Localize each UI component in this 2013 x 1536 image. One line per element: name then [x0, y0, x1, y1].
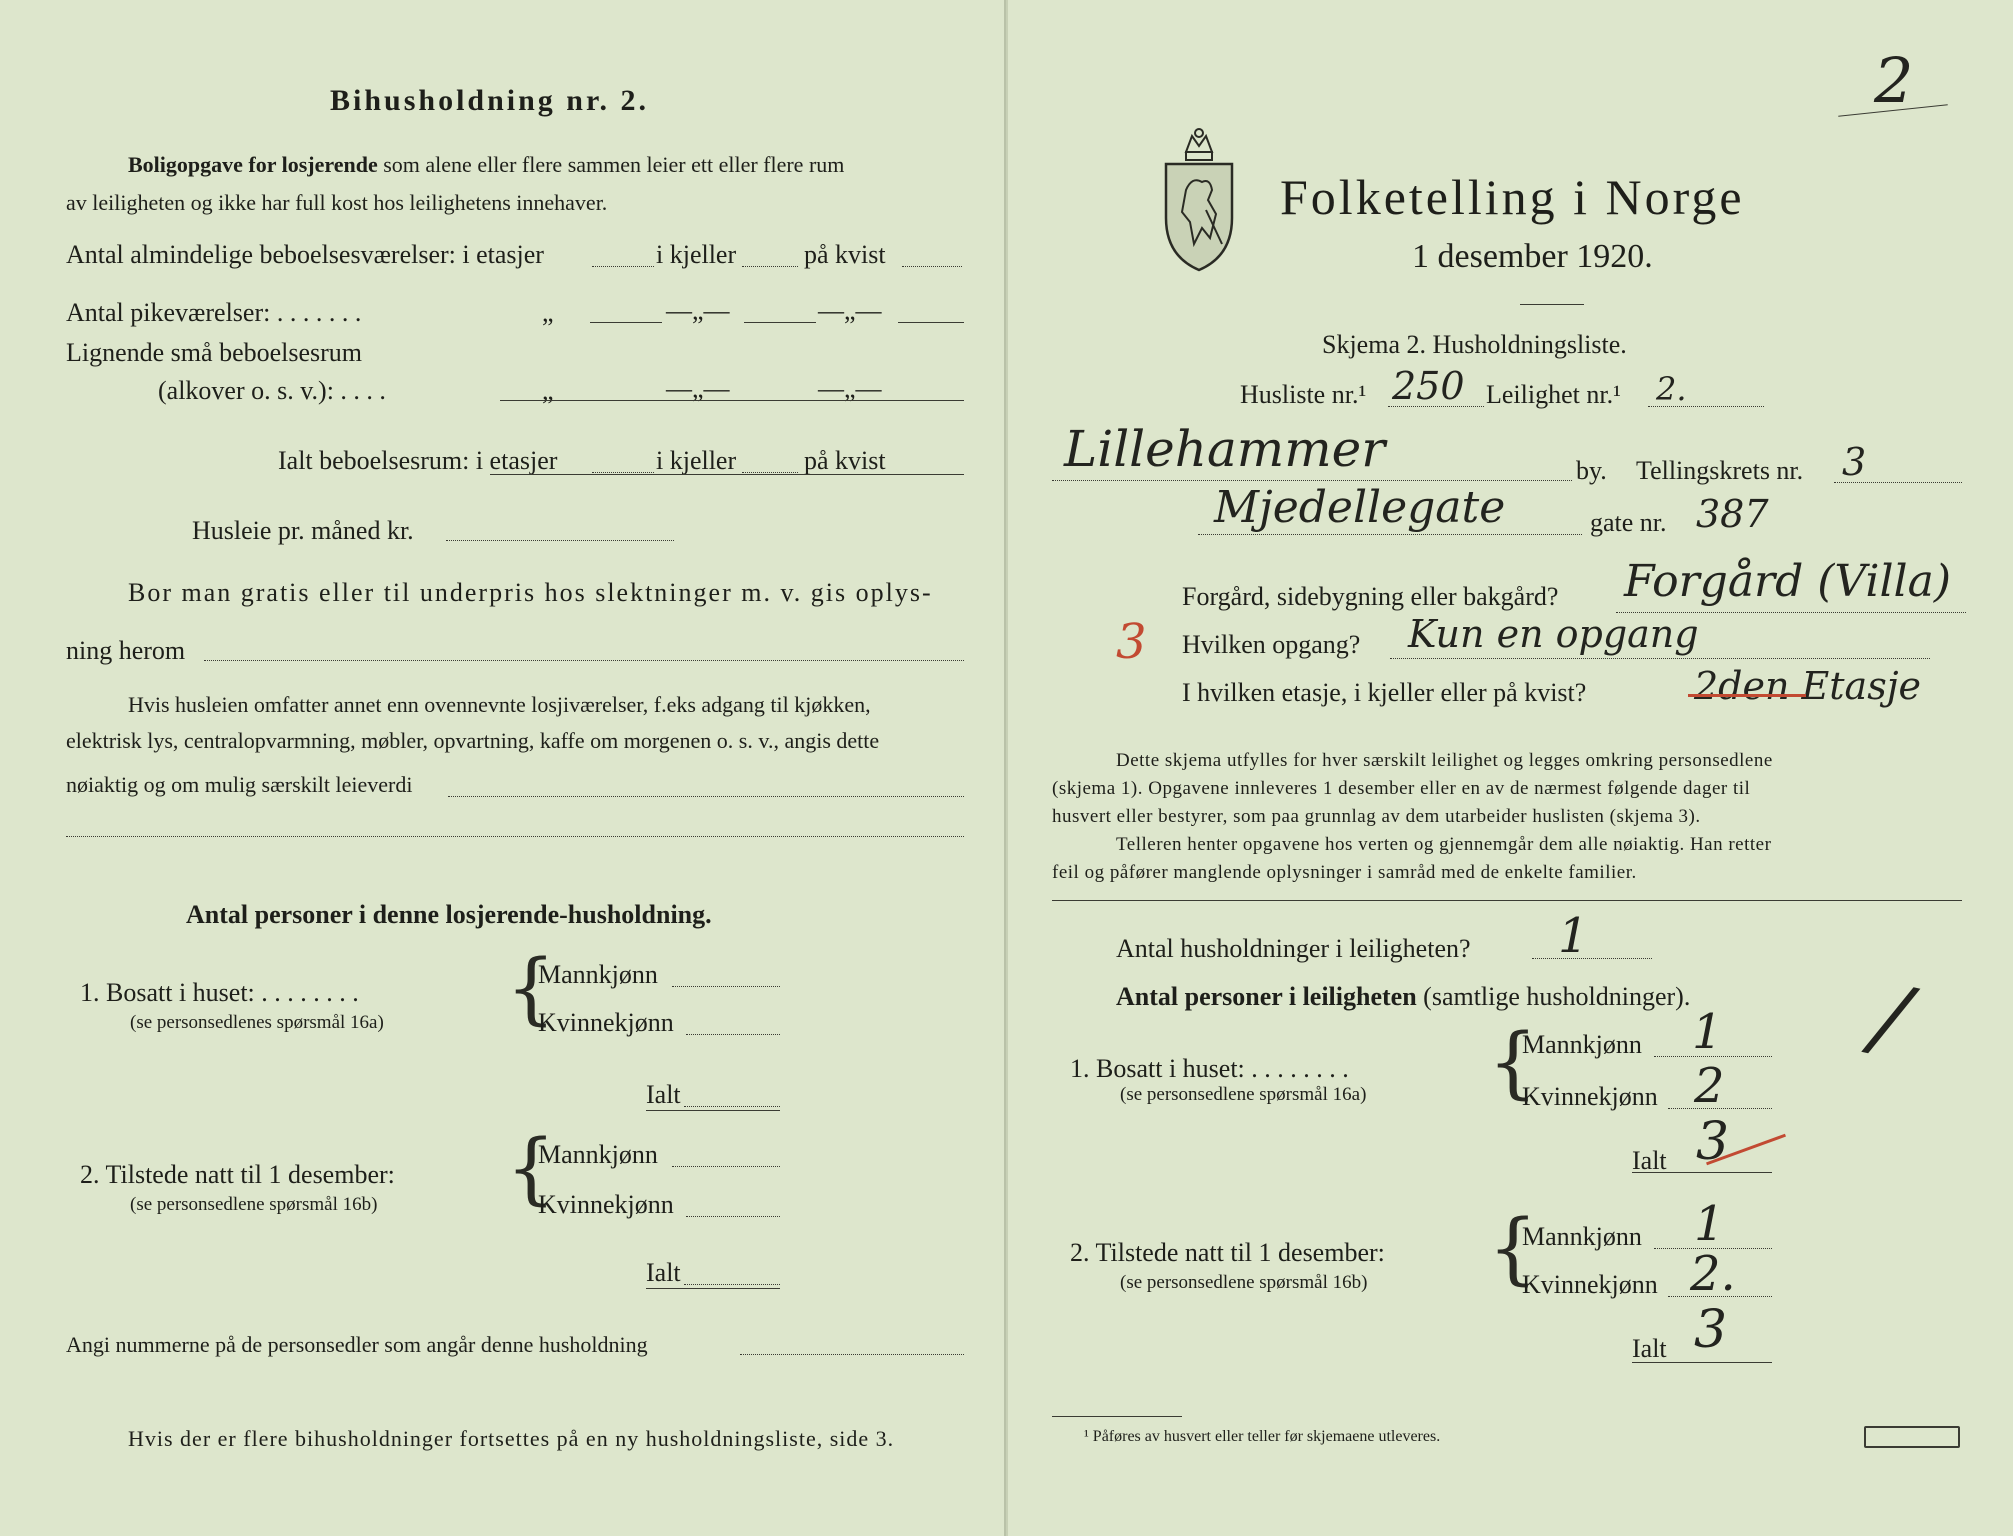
right-q1-female-field	[1668, 1108, 1772, 1109]
left-q2-female-field[interactable]	[686, 1216, 780, 1217]
rooms-attic-label: på kvist	[804, 240, 886, 269]
left-page	[0, 0, 1006, 1536]
page-number-mark: 2	[1874, 44, 1914, 117]
left-q2-note: (se personsedlene spørsmål 16b)	[130, 1194, 378, 1215]
alcoves-ditto-3: —„—	[818, 374, 882, 403]
rent-label: Husleie pr. måned kr.	[192, 516, 414, 545]
free-line-1: Bor man gratis eller til underpris hos slektninger m. v. gis oplys-	[128, 578, 933, 607]
left-q2-label: 2. Tilstede natt til 1 desember:	[80, 1160, 395, 1189]
right-q1-male-label: Mannkjønn	[1522, 1030, 1642, 1059]
left-q1-total-label: Ialt	[646, 1080, 681, 1109]
instruction-line-3: husvert eller bestyrer, som paa grunnlag av dem utarbeider huslisten (skjema 3).	[1052, 806, 1701, 827]
right-q2-brace: {	[1488, 1204, 1538, 1294]
right-q2-female-label: Kvinnekjønn	[1522, 1270, 1658, 1299]
rent-note-field-2[interactable]	[66, 836, 964, 837]
right-q2-female-field	[1668, 1296, 1772, 1297]
total-floor-field[interactable]	[592, 472, 654, 473]
right-q2-label: 2. Tilstede natt til 1 desember:	[1070, 1238, 1385, 1267]
left-q1-male-field[interactable]	[672, 986, 780, 987]
total-rooms-label: Ialt beboelsesrum: i etasjer	[278, 446, 558, 475]
apartment-label: Leilighet nr.¹	[1486, 380, 1621, 409]
tick-mark: /	[1865, 963, 1917, 1074]
footnote: ¹ Påføres av husvert eller teller før skjemaene utleveres.	[1084, 1428, 1441, 1445]
total-attic-label: på kvist	[804, 446, 886, 475]
city-field	[1052, 480, 1572, 481]
left-q2-total-underline	[646, 1288, 780, 1289]
entrance-label: Hvilken opgang?	[1182, 630, 1361, 659]
city-value[interactable]: Lillehammer	[1064, 420, 1386, 478]
free-field[interactable]	[204, 660, 964, 661]
right-q1-total-label: Ialt	[1632, 1146, 1667, 1175]
printer-stamp	[1864, 1426, 1960, 1448]
right-q1-brace: {	[1488, 1018, 1538, 1108]
instruction-rule	[1052, 900, 1962, 901]
floor-label: I hvilken etasje, i kjeller eller på kvist?	[1182, 678, 1587, 707]
maid-rooms-label: Antal pikeværelser: . . . . . . .	[66, 298, 362, 327]
left-q1-brace: {	[506, 944, 556, 1034]
rent-field[interactable]	[446, 540, 674, 541]
right-q2-total-label: Ialt	[1632, 1334, 1667, 1363]
right-q2-note: (se personsedlene spørsmål 16b)	[1120, 1272, 1368, 1293]
street-value[interactable]: Mjedellegate	[1214, 482, 1506, 533]
left-q2-total-label: Ialt	[646, 1258, 681, 1287]
left-footer: Hvis der er flere bihusholdninger fortsettes på en ny husholdningsliste, side 3.	[128, 1426, 895, 1451]
households-value[interactable]: 1	[1558, 908, 1589, 964]
yard-label: Forgård, sidebygning eller bakgård?	[1182, 582, 1559, 611]
schema-label: Skjema 2. Husholdningsliste.	[1322, 330, 1627, 359]
numbers-note: Angi nummerne på de personsedler som angår denne husholdning	[66, 1332, 648, 1357]
right-q1-note: (se personsedlene spørsmål 16a)	[1120, 1084, 1367, 1105]
right-q1-female-label: Kvinnekjønn	[1522, 1082, 1658, 1111]
left-q2-male-label: Mannkjønn	[538, 1140, 658, 1169]
right-q2-male-label: Mannkjønn	[1522, 1222, 1642, 1251]
right-persons-heading	[1116, 982, 1690, 1012]
city-suffix: by.	[1576, 456, 1607, 485]
right-q1-male-value[interactable]: 1	[1692, 1004, 1723, 1060]
apartment-field	[1648, 406, 1764, 407]
entrance-field	[1390, 658, 1930, 659]
intro-line-1	[128, 152, 844, 178]
left-q1-male-label: Mannkjønn	[538, 960, 658, 989]
households-field	[1532, 958, 1652, 959]
left-q1-total-field[interactable]	[684, 1106, 780, 1107]
households-label: Antal husholdninger i leiligheten?	[1116, 934, 1471, 963]
house-list-field	[1388, 406, 1484, 407]
right-q1-total-value[interactable]: 3	[1696, 1112, 1730, 1172]
right-q1-male-field	[1654, 1056, 1772, 1057]
district-label: Tellingskrets nr.	[1636, 456, 1804, 485]
norway-coat-of-arms-icon	[1162, 126, 1236, 274]
street-field	[1198, 534, 1582, 535]
total-rooms-underline	[490, 474, 964, 475]
rooms-attic-field[interactable]	[902, 266, 962, 267]
rent-note-2: elektrisk lys, centralopvarmning, møbler, opvartning, kaffe om morgenen o. s. v., angis dette	[66, 728, 880, 753]
right-q2-total-value[interactable]: 3	[1694, 1300, 1728, 1360]
left-q1-total-underline	[646, 1110, 780, 1111]
footnote-rule	[1052, 1416, 1182, 1417]
right-q2-female-value[interactable]: 2.	[1690, 1246, 1736, 1302]
maid-cellar-field[interactable]	[744, 322, 816, 323]
instruction-line-4: Telleren henter opgavene hos verten og gjennemgår dem alle nøiaktig. Han retter	[1116, 834, 1772, 855]
intro-rest: som alene eller flere sammen leier ett eller flere rum	[383, 152, 845, 177]
right-q2-male-value[interactable]: 1	[1694, 1196, 1725, 1252]
alcoves-field[interactable]	[500, 400, 964, 401]
rent-note-1: Hvis husleien omfatter annet enn ovennevnte losjiværelser, f.eks adgang til kjøkken,	[128, 692, 871, 717]
house-list-label: Husliste nr.¹	[1240, 380, 1367, 409]
numbers-field[interactable]	[740, 1354, 964, 1355]
entrance-value[interactable]: Kun en opgang	[1408, 612, 1699, 656]
district-value[interactable]: 3	[1842, 440, 1867, 484]
right-q2-total-underline	[1632, 1362, 1772, 1363]
left-q1-note: (se personsedlenes spørsmål 16a)	[130, 1012, 384, 1033]
maid-ditto: „	[542, 298, 554, 327]
rent-note-3: nøiaktig og om mulig særskilt leieverdi	[66, 772, 413, 797]
census-date: 1 desember 1920.	[1412, 238, 1653, 275]
intro-line-2: av leiligheten og ikke har full kost hos leilighetens innehaver.	[66, 190, 608, 215]
instruction-line-2: (skjema 1). Opgavene innleveres 1 desember eller en av de nærmest følgende dager til	[1052, 778, 1751, 799]
street-suffix: gate nr.	[1590, 508, 1667, 537]
persons-heading-bold: Antal personer i leiligheten	[1116, 982, 1417, 1011]
street-number-value[interactable]: 387	[1696, 492, 1769, 536]
free-line-2: ning herom	[66, 636, 186, 665]
left-q2-total-field[interactable]	[684, 1284, 780, 1285]
rooms-label: Antal almindelige beboelsesværelser: i etasjer	[66, 240, 544, 269]
alcoves-label: (alkover o. s. v.): . . . .	[158, 376, 386, 405]
maid-ditto-2: —„—	[666, 296, 730, 325]
persons-heading-rest: (samtlige husholdninger).	[1423, 982, 1691, 1011]
entrance-mark: 3	[1116, 614, 1147, 670]
right-q1-label: 1. Bosatt i huset: . . . . . . . .	[1070, 1054, 1349, 1083]
total-cellar-field[interactable]	[742, 472, 798, 473]
left-q2-male-field[interactable]	[672, 1166, 780, 1167]
apartment-value[interactable]: 2.	[1656, 370, 1687, 408]
house-list-value[interactable]: 250	[1392, 364, 1465, 408]
instruction-line-1: Dette skjema utfylles for hver særskilt leilighet og legges omkring personsedlene	[1116, 750, 1773, 771]
floor-value[interactable]: 2den Etasje	[1694, 664, 1921, 708]
rooms-cellar-field[interactable]	[742, 266, 798, 267]
district-field	[1834, 482, 1962, 483]
persons-heading: Antal personer i denne losjerende-husholdning.	[186, 900, 712, 929]
left-q1-label: 1. Bosatt i huset: . . . . . . . .	[80, 978, 359, 1007]
right-q1-female-value[interactable]: 2	[1694, 1058, 1725, 1114]
alcoves-ditto-2: —„—	[666, 374, 730, 403]
left-q1-female-field[interactable]	[686, 1034, 780, 1035]
left-q2-brace: {	[506, 1124, 556, 1214]
left-q2-female-label: Kvinnekjønn	[538, 1190, 674, 1219]
alcoves-ditto: „	[542, 376, 554, 405]
yard-value[interactable]: Forgård (Villa)	[1624, 556, 1952, 607]
floor-red-mark	[1688, 694, 1806, 697]
left-q1-female-label: Kvinnekjønn	[538, 1008, 674, 1037]
left-title: Bihusholdning nr. 2.	[330, 84, 650, 117]
total-cellar-label: i kjeller	[656, 446, 737, 475]
maid-ditto-3: —„—	[818, 296, 882, 325]
instruction-line-5: feil og påfører manglende oplysninger i samråd med de enkelte familier.	[1052, 862, 1637, 883]
small-rooms-label: Lignende små beboelsesrum	[66, 338, 363, 367]
right-page	[1008, 0, 2013, 1536]
maid-floor-field[interactable]	[590, 322, 662, 323]
title-rule	[1520, 304, 1584, 305]
rent-note-field[interactable]	[448, 796, 964, 797]
maid-attic-field[interactable]	[898, 322, 964, 323]
rooms-cellar-label: i kjeller	[656, 240, 737, 269]
right-q1-total-underline	[1632, 1172, 1772, 1173]
right-title: Folketelling i Norge	[1280, 169, 1745, 225]
intro-bold: Boligopgave for losjerende	[128, 152, 378, 177]
rooms-floor-field[interactable]	[592, 266, 654, 267]
